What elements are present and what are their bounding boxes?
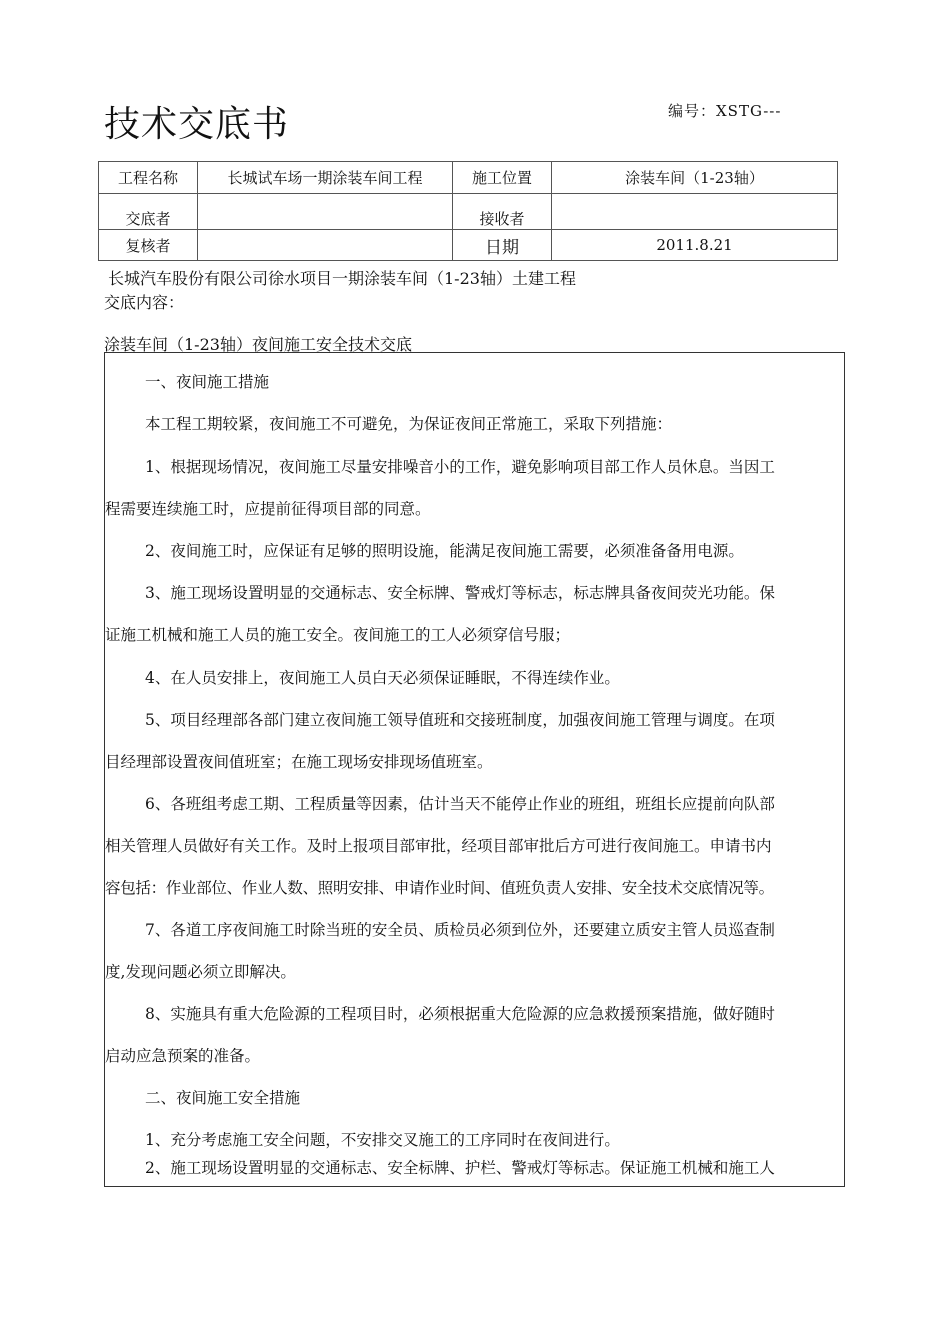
body-line: 一、夜间施工措施 bbox=[145, 373, 270, 391]
date-value: 2011.8.21 bbox=[552, 230, 838, 261]
body-line: 容包括：作业部位、作业人数、照明安排、申请作业时间、值班负责人安排、安全技术交底情况等。 bbox=[105, 879, 774, 897]
body-line: 3、施工现场设置明显的交通标志、安全标牌、警戒灯等标志，标志牌具备夜间荧光功能。保 bbox=[145, 584, 775, 602]
receiver-value bbox=[552, 194, 838, 230]
discloser-label: 交底者 bbox=[99, 194, 198, 230]
location-value: 涂装车间（1-23轴） bbox=[552, 162, 838, 194]
location-label: 施工位置 bbox=[453, 162, 552, 194]
reviewer-value bbox=[198, 230, 453, 261]
table-row bbox=[99, 194, 838, 230]
content-label: 交底内容： bbox=[104, 293, 185, 312]
receiver-label: 接收者 bbox=[453, 194, 552, 230]
body-line: 启动应急预案的准备。 bbox=[105, 1047, 261, 1065]
project-line: 长城汽车股份有限公司徐水项目一期涂装车间（1-23轴）土建工程 bbox=[108, 269, 576, 288]
project-name-value: 长城试车场一期涂装车间工程 bbox=[198, 162, 453, 194]
body-line: 目经理部设置夜间值班室；在施工现场安排现场值班室。 bbox=[105, 753, 493, 771]
content-box bbox=[104, 352, 845, 1187]
body-line: 6、各班组考虑工期、工程质量等因素，估计当天不能停止作业的班组，班组长应提前向队部 bbox=[145, 795, 775, 813]
body-line: 1、根据现场情况，夜间施工尽量安排噪音小的工作，避免影响项目部工作人员休息。当因工 bbox=[145, 458, 775, 476]
table-row bbox=[99, 162, 838, 194]
info-table bbox=[98, 161, 838, 261]
body-line: 1、充分考虑施工安全问题，不安排交叉施工的工序同时在夜间进行。 bbox=[145, 1131, 620, 1149]
table-row bbox=[99, 230, 838, 261]
body-line: 本工程工期较紧，夜间施工不可避免，为保证夜间正常施工，采取下列措施： bbox=[145, 415, 673, 433]
body-line: 8、实施具有重大危险源的工程项目时，必须根据重大危险源的应急救援预案措施，做好随时 bbox=[145, 1005, 775, 1023]
body-line: 度,发现问题必须立即解决。 bbox=[105, 963, 296, 981]
body-line: 相关管理人员做好有关工作。及时上报项目部审批，经项目部审批后方可进行夜间施工。申请书内 bbox=[105, 837, 772, 855]
subject-line: 涂装车间（1-23轴）夜间施工安全技术交底 bbox=[104, 335, 412, 354]
document-number: 编号：XSTG--- bbox=[668, 102, 782, 120]
project-name-label: 工程名称 bbox=[99, 162, 198, 194]
document-title: 技术交底书 bbox=[104, 104, 290, 145]
body-line: 5、项目经理部各部门建立夜间施工领导值班和交接班制度，加强夜间施工管理与调度。在项 bbox=[145, 711, 775, 729]
reviewer-label: 复核者 bbox=[99, 230, 198, 261]
body-line: 程需要连续施工时，应提前征得项目部的同意。 bbox=[105, 500, 431, 518]
body-line: 7、各道工序夜间施工时除当班的安全员、质检员必须到位外，还要建立质安主管人员巡查制 bbox=[145, 921, 775, 939]
discloser-value bbox=[198, 194, 453, 230]
body-line: 2、夜间施工时，应保证有足够的照明设施，能满足夜间施工需要，必须准备备用电源。 bbox=[145, 542, 744, 560]
body-line: 证施工机械和施工人员的施工安全。夜间施工的工人必须穿信号服； bbox=[105, 626, 571, 644]
body-line: 2、施工现场设置明显的交通标志、安全标牌、护栏、警戒灯等标志。保证施工机械和施工人 bbox=[145, 1159, 775, 1177]
body-line: 二、夜间施工安全措施 bbox=[145, 1089, 301, 1107]
body-line: 4、在人员安排上，夜间施工人员白天必须保证睡眠，不得连续作业。 bbox=[145, 669, 620, 687]
date-label: 日期 bbox=[453, 230, 552, 261]
